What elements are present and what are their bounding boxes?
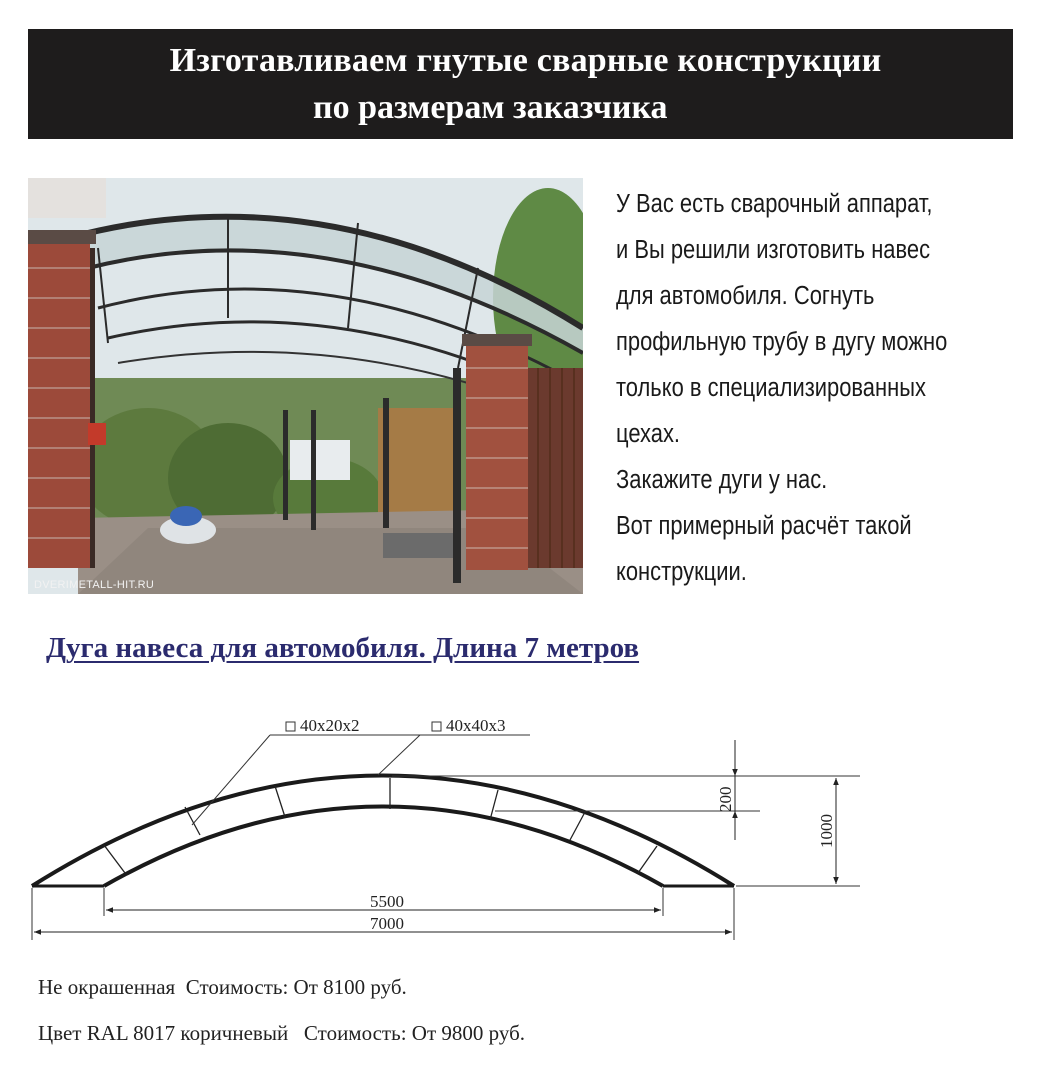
intro-line: профильную трубу в дугу можно: [616, 328, 948, 356]
photo-watermark: DVERIMETALL-HIT.RU: [34, 579, 155, 591]
intro-line: только в специализированных: [616, 374, 926, 402]
arch-drawing-svg: [0, 690, 1042, 950]
dim-height-200: 200: [716, 786, 735, 812]
header-banner: [28, 29, 1013, 139]
arch-struts: [104, 778, 657, 873]
profile-small-label: 40x20x2: [300, 716, 360, 735]
profile-large-label: 40x40x3: [446, 716, 506, 735]
carport-photo: [28, 178, 583, 594]
dim-height-1000: 1000: [817, 814, 836, 848]
carport-illustration: [28, 178, 583, 594]
intro-line: У Вас есть сварочный аппарат,: [616, 190, 933, 218]
arch-inner-tube: [104, 807, 663, 887]
intro-text: [616, 181, 964, 595]
price-unpainted: Не окрашенная Стоимость: От 8100 руб.: [38, 975, 407, 999]
section-title: Дуга навеса для автомобиля. Длина 7 метров: [46, 632, 640, 664]
dim-span-5500: 5500: [370, 892, 404, 911]
dim-span-7000: 7000: [370, 914, 404, 933]
arch-technical-drawing: [0, 690, 1042, 955]
intro-line: Закажите дуги у нас.: [616, 466, 828, 494]
banner-title-line2: по размерам заказчика: [313, 89, 668, 126]
intro-line: для автомобиля. Согнуть: [616, 282, 875, 310]
intro-line: и Вы решили изготовить навес: [616, 236, 931, 264]
intro-line: Вот примерный расчёт такой: [616, 512, 912, 540]
intro-line: цехах.: [616, 420, 681, 448]
intro-line: конструкции.: [616, 558, 747, 586]
price-painted: Цвет RAL 8017 коричневый Стоимость: От 9800 руб.: [38, 1021, 525, 1045]
banner-title-line1: Изготавливаем гнутые сварные конструкции: [169, 42, 882, 79]
